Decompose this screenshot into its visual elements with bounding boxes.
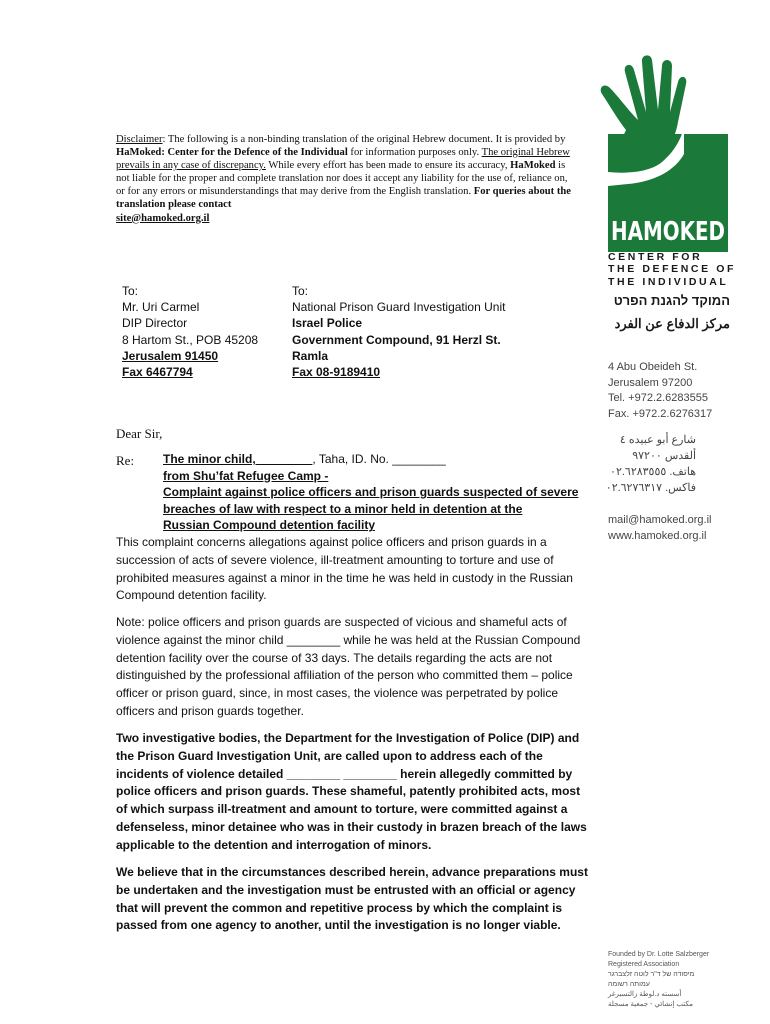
disclaimer-text-2: for information purposes only. [347, 147, 482, 159]
re-line-1-rest: , Taha, ID. No. ________ [312, 452, 446, 466]
disclaimer-text-1: : The following is a non-binding translation of the original Hebrew document. It is provided by [162, 134, 566, 145]
website-link[interactable]: www.hamoked.org.il [608, 529, 707, 542]
disclaimer-prevails: The original Hebrew prevails in any case of discrepancy. [116, 147, 570, 172]
recipient-fax: Fax 6467794 [122, 365, 193, 380]
recipient-city: Ramla [292, 348, 329, 363]
paragraph-4: We believe that in the circumstances described herein, advance preparations must be undertaken and the investigation must be entrusted with an official or agency that will prevent the common and repetitive process by which the complaint is passed from one agency to another, until the investigation is no longer viable. [116, 865, 588, 933]
re-line-4: breaches of law with respect to a minor held in detention at the [163, 501, 523, 516]
re-line-2: from Shu’fat Refugee Camp - [163, 468, 329, 483]
recipient-street: Government Compound, 91 Herzl St. [292, 332, 501, 347]
addressee-left [122, 283, 258, 380]
disclaimer [116, 133, 578, 225]
telephone: Tel. +972.2.6283555 [608, 392, 709, 405]
contact-web [608, 513, 712, 544]
org-name-english: CENTER FOR THE DEFENCE OF THE INDIVIDUAL [608, 251, 736, 288]
disclaimer-org-short: HaMoked [510, 160, 556, 172]
re-line-3: Complaint against police officers and prison guards suspected of severe [163, 485, 579, 500]
logo-text: HAMOKED [611, 217, 725, 247]
fax: Fax. +972.2.6276317 [608, 407, 713, 420]
ar-address-line-2: ألقدس ٩٧٢٠٠ [632, 450, 696, 462]
recipient-street: 8 Hartom St., POB 45208 [122, 332, 259, 347]
disclaimer-text-4: is not liable for the proper and complete translation nor does it accept any liability for the use of, reliance on, or for any errors or misunderstandings that may derive from the English translation. [116, 160, 568, 198]
to-label: To: [122, 284, 139, 298]
re-line-1-underlined: The minor child, ________ [163, 452, 313, 466]
address-line-2: Jerusalem 97200 [608, 376, 693, 389]
recipient-city: Jerusalem 91450 [122, 348, 219, 363]
ar-telephone: هاتف. ٠٢.٦٢٨٣٥٥٥ [610, 466, 696, 478]
recipient-unit: National Prison Guard Investigation Unit [292, 300, 506, 315]
hamoked-logo [598, 54, 730, 254]
founded-note: Founded by Dr. Lotte Salzberger Registered Association מיסודה של ד"ר לוטה זלצברגר עמותה רשומה أسسته د.لوطة زالتسبرغر مكتب إنشائي - جمعية مسجلة [608, 951, 710, 1008]
recipient-fax: Fax 08-9189410 [292, 365, 381, 380]
paragraph-3: Two investigative bodies, the Department for the Investigation of Police (DIP) and the Prison Guard Investigation Unit, are called upon to address each of the incidents of violence detailed ________ ________ herein allegedly committed by police officers and prison guards. These shameful, patently prohibited acts, most of which surpass ill-treatment and amount to torture, were committed against a defenseless, minor detainee who was in their custody in brazen breach of the laws applicable to the detention and interrogation of minors. [116, 731, 587, 852]
email-link[interactable]: mail@hamoked.org.il [608, 514, 712, 526]
to-label: To: [292, 284, 309, 298]
ar-address-line-1: شارع أبو عبيده ٤ [619, 434, 696, 446]
disclaimer-email-link[interactable]: site@hamoked.org.il [116, 212, 210, 224]
disclaimer-text-3: While every effort has been made to ensure its accuracy, [265, 160, 511, 172]
salutation: Dear Sir, [116, 426, 163, 441]
contact-english [608, 360, 712, 422]
contact-arabic [606, 432, 696, 496]
recipient-name: Mr. Uri Carmel [122, 300, 200, 315]
disclaimer-org: HaMoked: Center for the Defence of the Individual [116, 147, 348, 159]
paragraph-2: Note: police officers and prison guards are suspected of vicious and shameful acts of violence against the minor child ________ while he was held at the Russian Compound detention facility over the course of 33 days. The details regarding the acts are not distinguished by the professional affiliation of the person who committed them – police officer or prison guard, since, in most cases, the violence was perpetrated by police officers and prison guards together. [116, 615, 581, 718]
org-name-arabic: مركز الدفاع عن الفرد [614, 316, 730, 331]
ar-fax: فاكس. ٠٢.٦٢٧٦٣١٧ [605, 482, 696, 494]
disclaimer-queries: For queries about the translation please contact [116, 186, 571, 211]
re-label: Re: [116, 453, 135, 468]
address-line-1: 4 Abu Obeideh St. [608, 361, 698, 373]
addressee-right [292, 283, 505, 380]
disclaimer-label: Disclaimer [116, 134, 163, 145]
re-subject [163, 451, 593, 534]
recipient-org: Israel Police [292, 316, 363, 331]
paragraph-1: This complaint concerns allegations against police officers and prison guards in a succession of acts of severe violence, ill-treatment amounting to torture and use of prohibited measures against a minor in the time he was held in custody in the Russian Compound detention facility. [116, 535, 573, 603]
org-name-hebrew: המוקד להגנת הפרט [613, 293, 730, 308]
re-line-5: Russian Compound detention facility [163, 518, 376, 533]
recipient-title: DIP Director [122, 316, 188, 331]
